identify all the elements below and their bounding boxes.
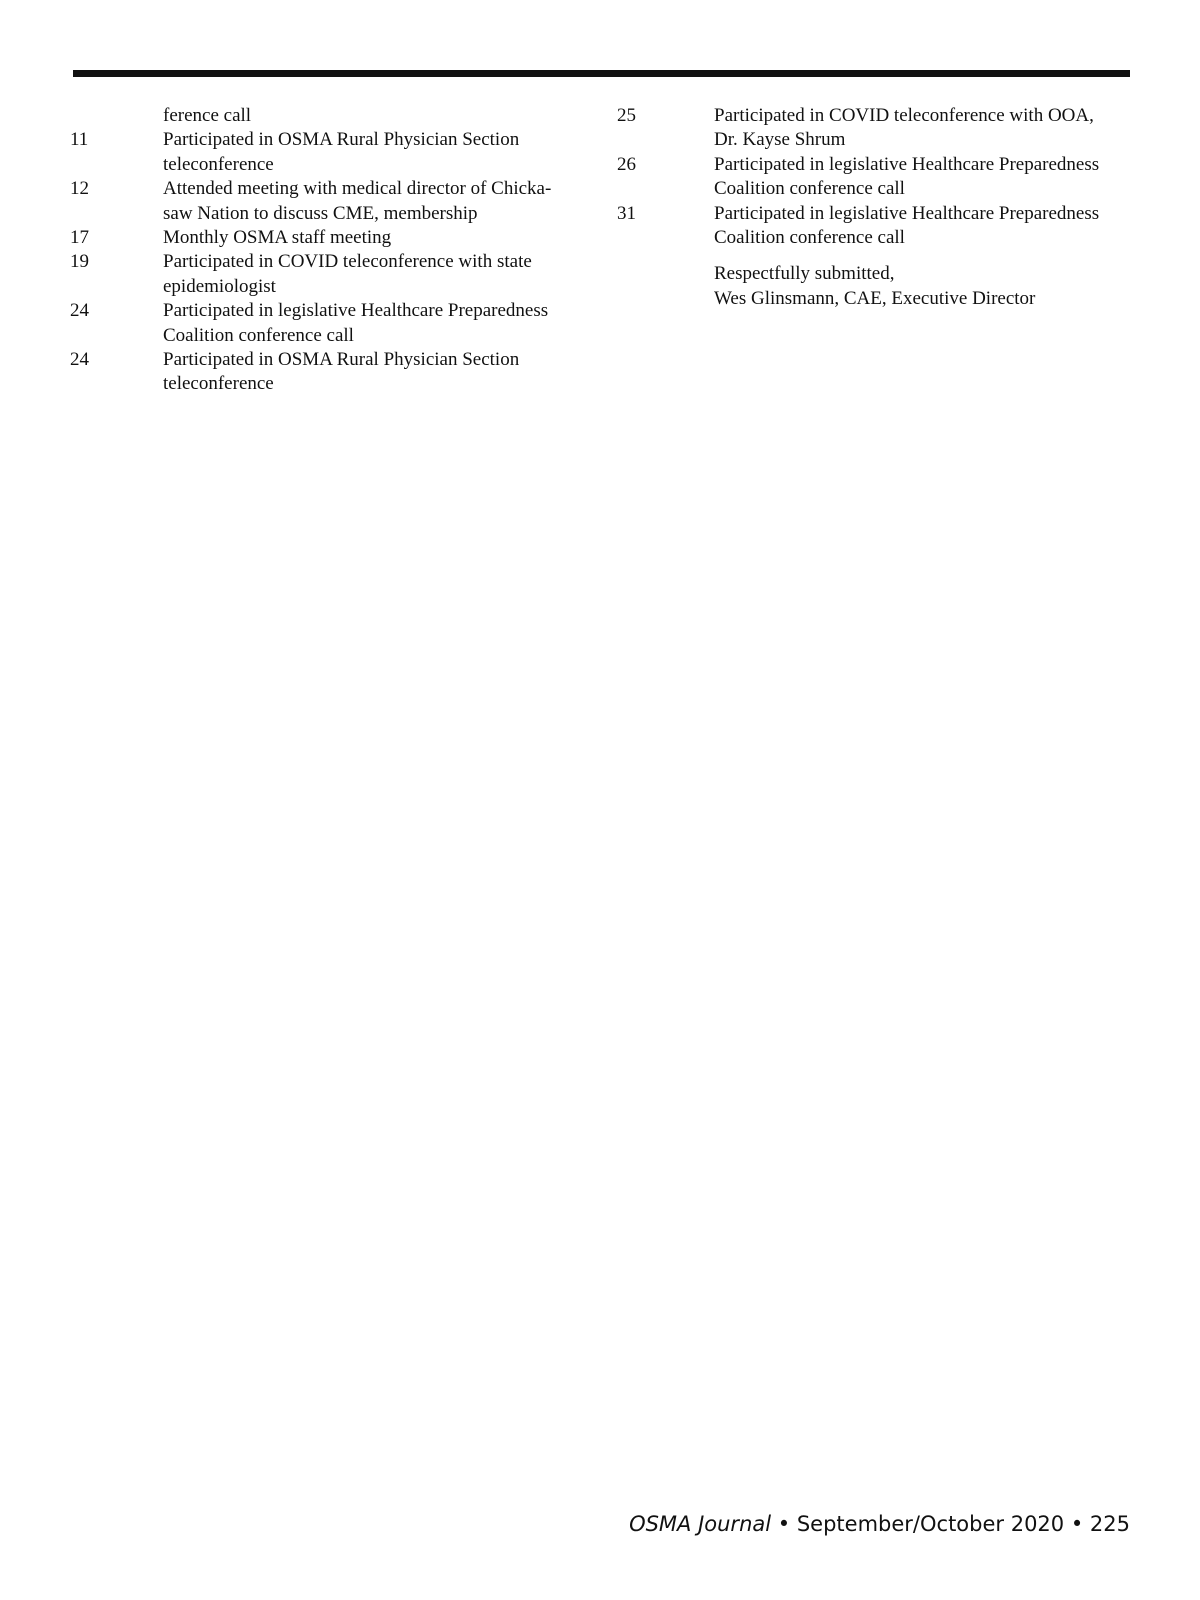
- list-item: [617, 104, 1137, 153]
- entry-line: Participated in legislative Healthcare Preparedness: [163, 300, 549, 322]
- footer-journal-title: OSMA Journal: [629, 1512, 772, 1536]
- page-footer: [629, 1512, 1130, 1536]
- entry-day: 19: [70, 251, 89, 273]
- list-item: [70, 104, 590, 128]
- list-item: [70, 226, 590, 250]
- entry-line: ference call: [163, 105, 252, 126]
- page-number: 225: [1089, 1512, 1130, 1536]
- entry-line: Participated in OSMA Rural Physician Section: [163, 349, 520, 371]
- left-column: [70, 104, 590, 397]
- entry-day: 25: [617, 105, 636, 126]
- entry-text: [163, 226, 590, 250]
- list-item: [70, 128, 590, 177]
- entry-text: [714, 153, 1137, 202]
- entry-text: [163, 348, 590, 397]
- footer-issue: September/October 2020: [796, 1512, 1065, 1536]
- entry-line: Attended meeting with medical director of Chicka-: [163, 178, 552, 200]
- signoff-signature: Wes Glinsmann, CAE, Executive Director: [714, 287, 1036, 309]
- entry-day: 31: [617, 202, 636, 224]
- entry-day: [70, 104, 163, 128]
- entry-line: Dr. Kayse Shrum: [714, 129, 846, 151]
- list-item: [70, 250, 590, 299]
- list-item: [617, 153, 1137, 202]
- footer-separator: •: [771, 1512, 797, 1536]
- entry-line: Participated in COVID teleconference with state: [163, 251, 532, 273]
- entry-line: Participated in OSMA Rural Physician Section: [163, 129, 520, 151]
- entry-line: epidemiologist: [163, 275, 276, 297]
- entry-line: teleconference: [163, 153, 274, 175]
- list-item: [617, 202, 1137, 251]
- entry-text: [714, 104, 1137, 153]
- list-item: [70, 299, 590, 348]
- entry-line: saw Nation to discuss CME, membership: [163, 202, 478, 224]
- footer-separator: •: [1064, 1512, 1090, 1536]
- entry-text: [163, 250, 590, 299]
- entry-day: 12: [70, 178, 89, 200]
- entry-text: [163, 177, 590, 226]
- entry-text: [163, 104, 590, 128]
- entry-line: Participated in COVID teleconference with OOA,: [714, 105, 1094, 126]
- entry-line: teleconference: [163, 373, 274, 395]
- top-rule: [73, 70, 1130, 77]
- entry-line: Coalition conference call: [714, 178, 905, 200]
- entry-day: 24: [70, 349, 89, 371]
- entry-line: Coalition conference call: [714, 227, 905, 249]
- entry-line: Monthly OSMA staff meeting: [163, 227, 392, 249]
- entry-text: [163, 299, 590, 348]
- list-item: [70, 177, 590, 226]
- entry-day: 17: [70, 227, 89, 249]
- right-column: [617, 104, 1137, 311]
- entry-text: [714, 202, 1137, 251]
- entry-day: 26: [617, 153, 636, 175]
- signoff-line: Respectfully submitted,: [714, 263, 895, 285]
- list-item: [70, 348, 590, 397]
- entry-text: [163, 128, 590, 177]
- entry-line: Participated in legislative Healthcare Preparedness: [714, 202, 1100, 224]
- entry-day: 24: [70, 300, 89, 322]
- entry-line: Coalition conference call: [163, 324, 354, 346]
- entry-line: Participated in legislative Healthcare Preparedness: [714, 153, 1100, 175]
- entry-day: 11: [70, 129, 89, 151]
- signoff: [714, 262, 1137, 311]
